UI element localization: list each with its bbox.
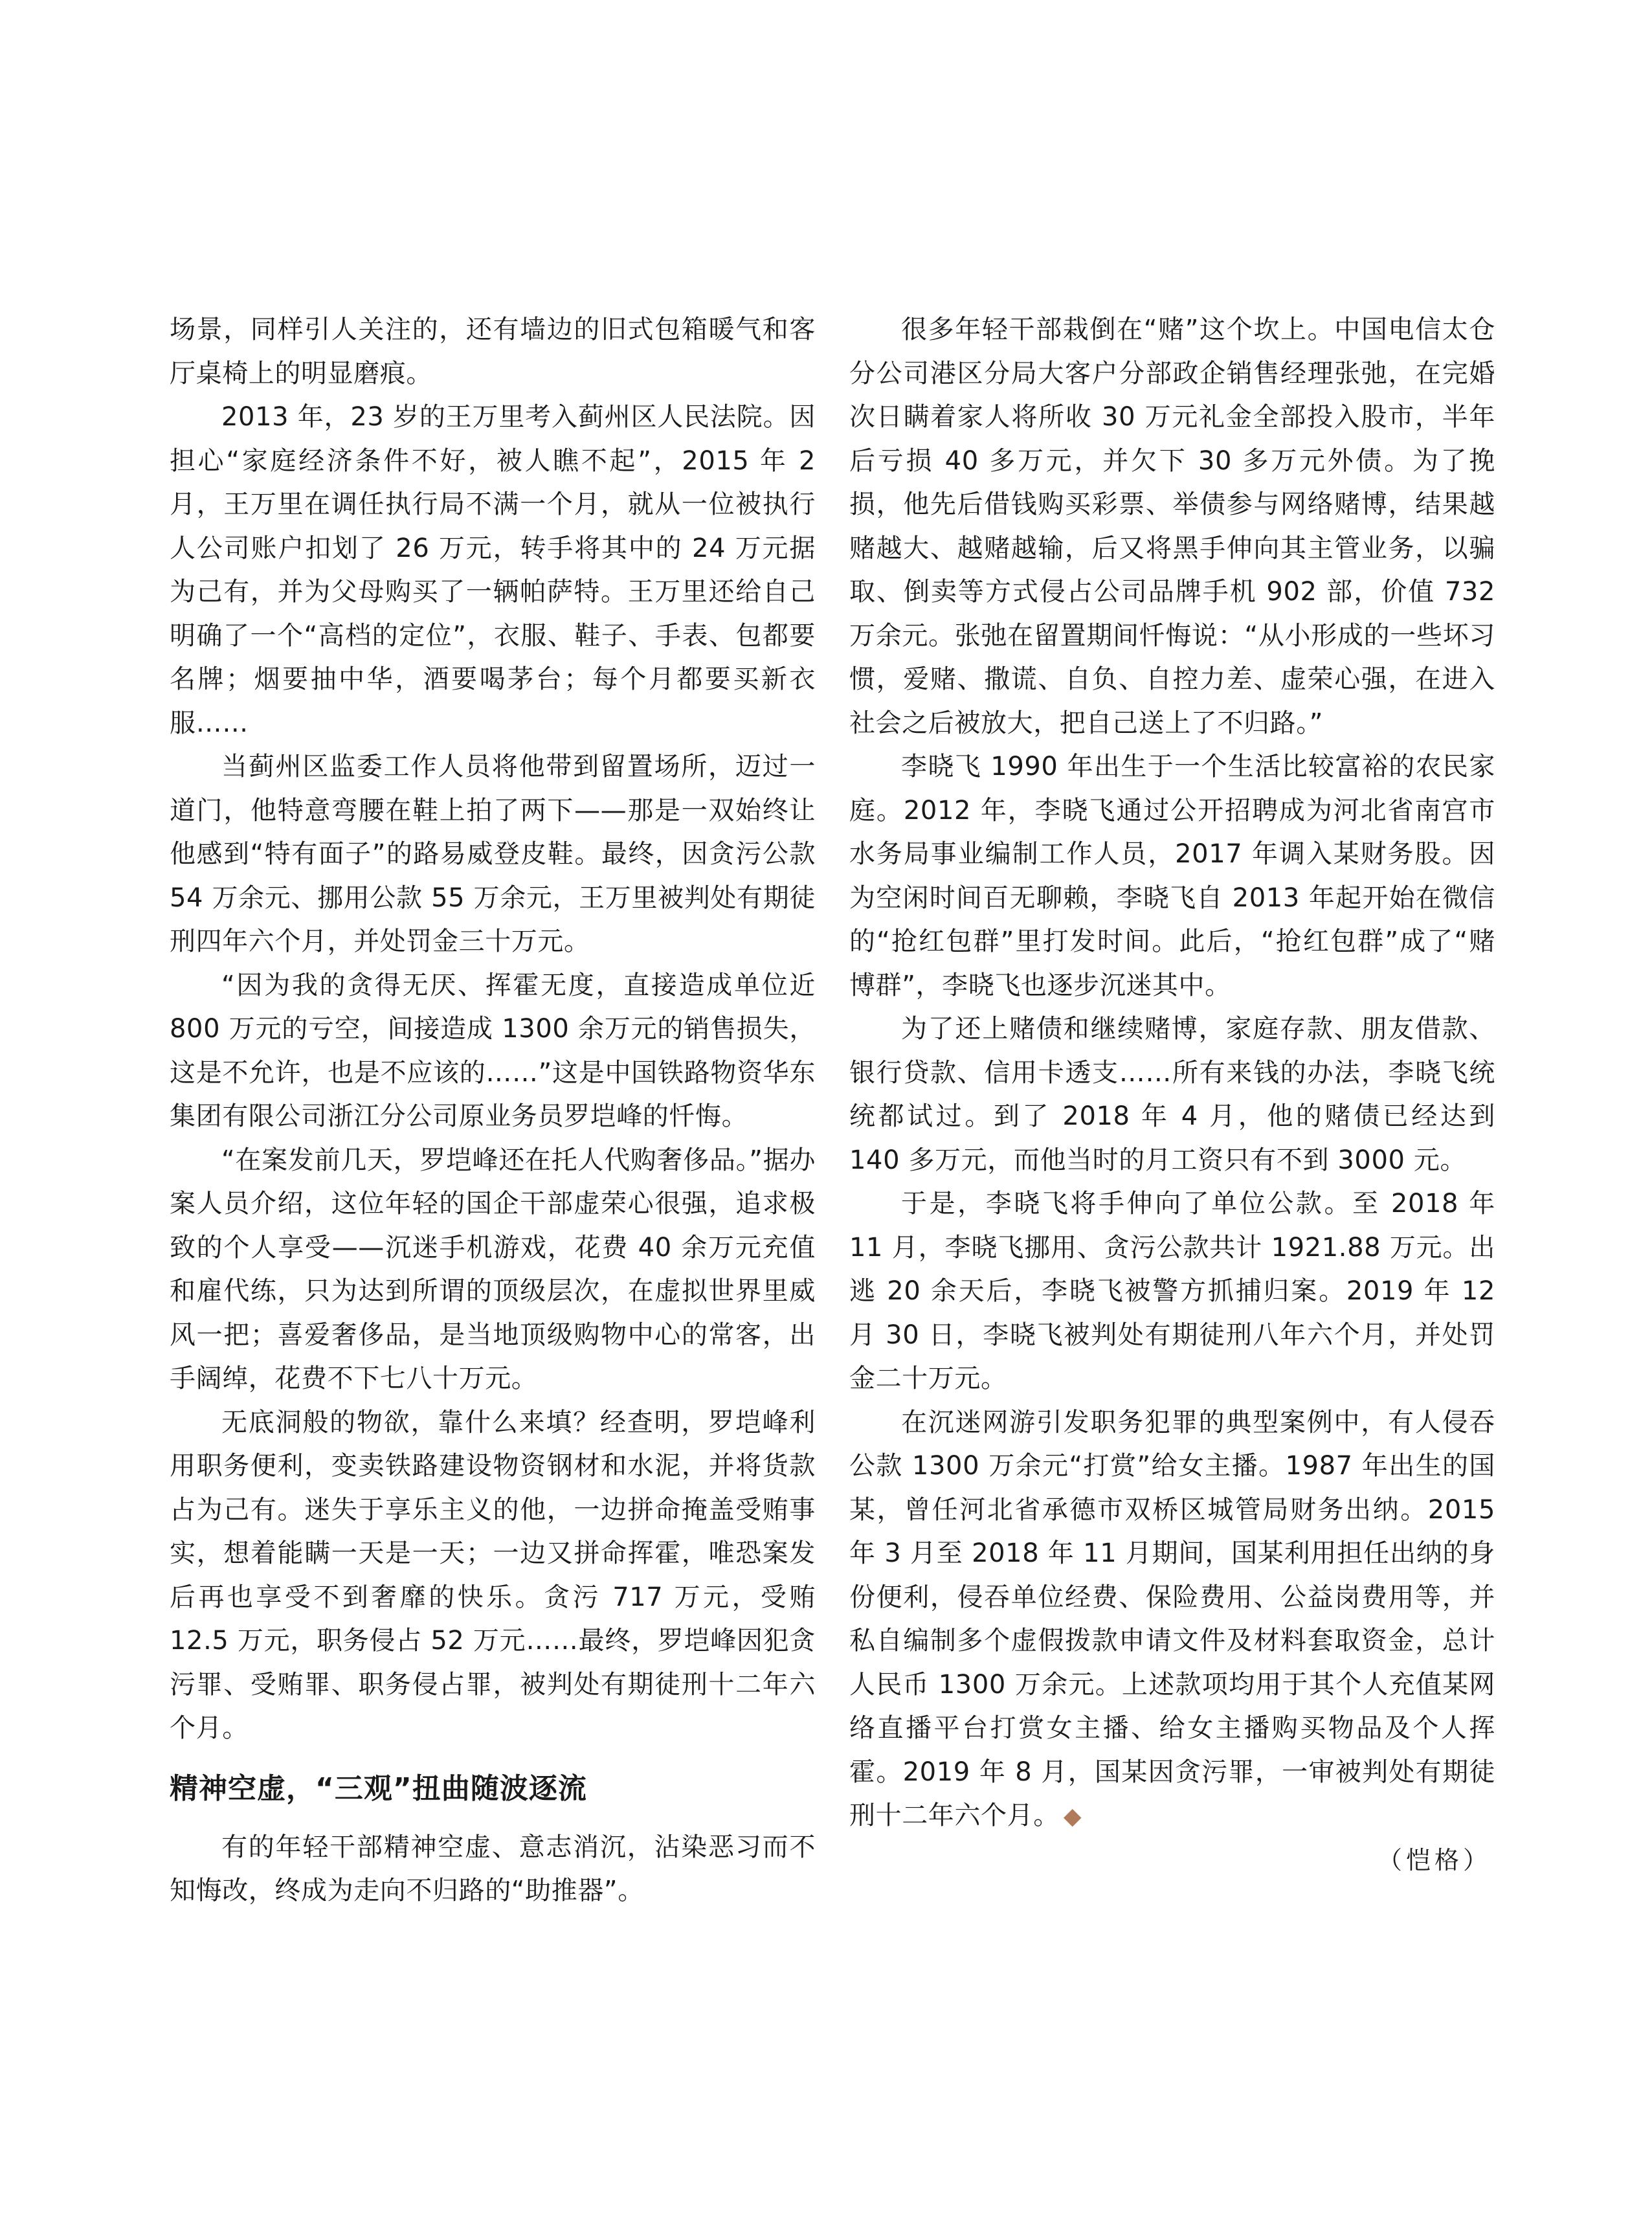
paragraph: 当蓟州区监委工作人员将他带到留置场所，迈过一道门，他特意弯腰在鞋上拍了两下——那是一双始终让他感到“特有面子”的路易威登皮鞋。最终，因贪污公款 54 万余元、挪用公款 55 万余元，王万里被判处有期徒刑四年六个月，并处罚金三十万元。 xyxy=(170,752,816,956)
author-credit: （恺格） xyxy=(1377,1845,1491,1874)
paragraph: 无底洞般的物欲，靠什么来填？经查明，罗垲峰利用职务便利，变卖铁路建设物资钢材和水泥，并将货款占为己有。迷失于享乐主义的他，一边拼命掩盖受贿事实，想着能瞒一天是一天；一边又拼命挥霍，唯恐案发后再也享受不到奢靡的快乐。贪污 717 万元，受贿 12.5 万元，职务侵占 52 万元……最终，罗垲峰因犯贪污罪、受贿罪、职务侵占罪，被判处有期徒刑十二年六个月。 xyxy=(170,1407,816,1743)
paragraph: 有的年轻干部精神空虚、意志消沉，沾染恶习而不知悔改，终成为走向不归路的“助推器”。 xyxy=(170,1832,816,1906)
paragraph: 李晓飞 1990 年出生于一个生活比较富裕的农民家庭。2012 年，李晓飞通过公开招聘成为河北省南宫市水务局事业编制工作人员，2017 年调入某财务股。因为空闲时间百无聊赖，李晓飞自 2013 年起开始在微信的“抢红包群”里打发时间。此后，“抢红包群”成了“赌博群”，李晓飞也逐步沉迷其中。 xyxy=(849,752,1495,1000)
paragraph: “在案发前几天，罗垲峰还在托人代购奢侈品。”据办案人员介绍，这位年轻的国企干部虚荣心很强，追求极致的个人享受——沉迷手机游戏，花费 40 余万元充值和雇代练，只为达到所谓的顶级层次，在虚拟世界里威风一把；喜爱奢侈品，是当地顶级购物中心的常客，出手阔绰，花费不下七八十万元。 xyxy=(170,1145,816,1393)
paragraph: 2013 年，23 岁的王万里考入蓟州区人民法院。因担心“家庭经济条件不好，被人瞧不起”，2015 年 2 月，王万里在调任执行局不满一个月，就从一位被执行人公司账户扣划了 26 万元，转手将其中的 24 万元据为己有，并为父母购买了一辆帕萨特。王万里还给自己明确了一个“高档的定位”，衣服、鞋子、手表、包都要名牌；烟要抽中华，酒要喝茅台；每个月都要买新衣服…… xyxy=(170,402,816,738)
right-column xyxy=(849,308,1495,1880)
paragraph: 为了还上赌债和继续赌博，家庭存款、朋友借款、银行贷款、信用卡透支……所有来钱的办法，李晓飞统统都试过。到了 2018 年 4 月，他的赌债已经达到 140 多万元，而他当时的月工资只有不到 3000 元。 xyxy=(849,1014,1495,1175)
left-column xyxy=(170,308,816,1913)
paragraph: “因为我的贪得无厌、挥霍无度，直接造成单位近 800 万元的亏空，间接造成 1300 余万元的销售损失，这是不允许，也是不应该的……”这是中国铁路物资华东集团有限公司浙江分公司原业务员罗垲峰的忏悔。 xyxy=(170,970,816,1131)
paragraph: 很多年轻干部栽倒在“赌”这个坎上。中国电信太仓分公司港区分局大客户分部政企销售经理张弛，在完婚次日瞒着家人将所收 30 万元礼金全部投入股市，半年后亏损 40 多万元，并欠下 30 多万元外债。为了挽损，他先后借钱购买彩票、举债参与网络赌博，结果越赌越大、越赌越输，后又将黑手伸向其主管业务，以骗取、倒卖等方式侵占公司品牌手机 902 部，价值 732 万余元。张弛在留置期间忏悔说：“从小形成的一些坏习惯，爱赌、撒谎、自负、自控力差、虚荣心强，在进入社会之后被放大，把自己送上了不归路。” xyxy=(849,315,1495,738)
paragraph-last xyxy=(849,1401,1495,1839)
end-mark-icon: ◆ xyxy=(1063,1803,1082,1830)
paragraph: 场景，同样引人关注的，还有墙边的旧式包箱暖气和客厅桌椅上的明显磨痕。 xyxy=(170,315,816,388)
paragraph-text: 在沉迷网游引发职务犯罪的典型案例中，有人侵吞公款 1300 万余元“打赏”给女主播。1987 年出生的国某，曾任河北省承德市双桥区城管局财务出纳。2015 年 3 月至 2018 年 11 月期间，国某利用担任出纳的身份便利，侵吞单位经费、保险费用、公益岗费用等，并私自编制多个虚假拨款申请文件及材料套取资金，总计人民币 1300 万余元。上述款项均用于其个人充值某网络直播平台打赏女主播、给女主播购买物品及个人挥霍。2019 年 8 月，国某因贪污罪，一审被判处有期徒刑十二年六个月。 xyxy=(849,1407,1495,1830)
section-heading: 精神空虚，“三观”扭曲随波逐流 xyxy=(170,1771,587,1805)
paragraph: 于是，李晓飞将手伸向了单位公款。至 2018 年 11 月，李晓飞挪用、贪污公款共计 1921.88 万元。出逃 20 余天后，李晓飞被警方抓捕归案。2019 年 12 月 30 日，李晓飞被判处有期徒刑八年六个月，并处罚金二十万元。 xyxy=(849,1189,1495,1393)
